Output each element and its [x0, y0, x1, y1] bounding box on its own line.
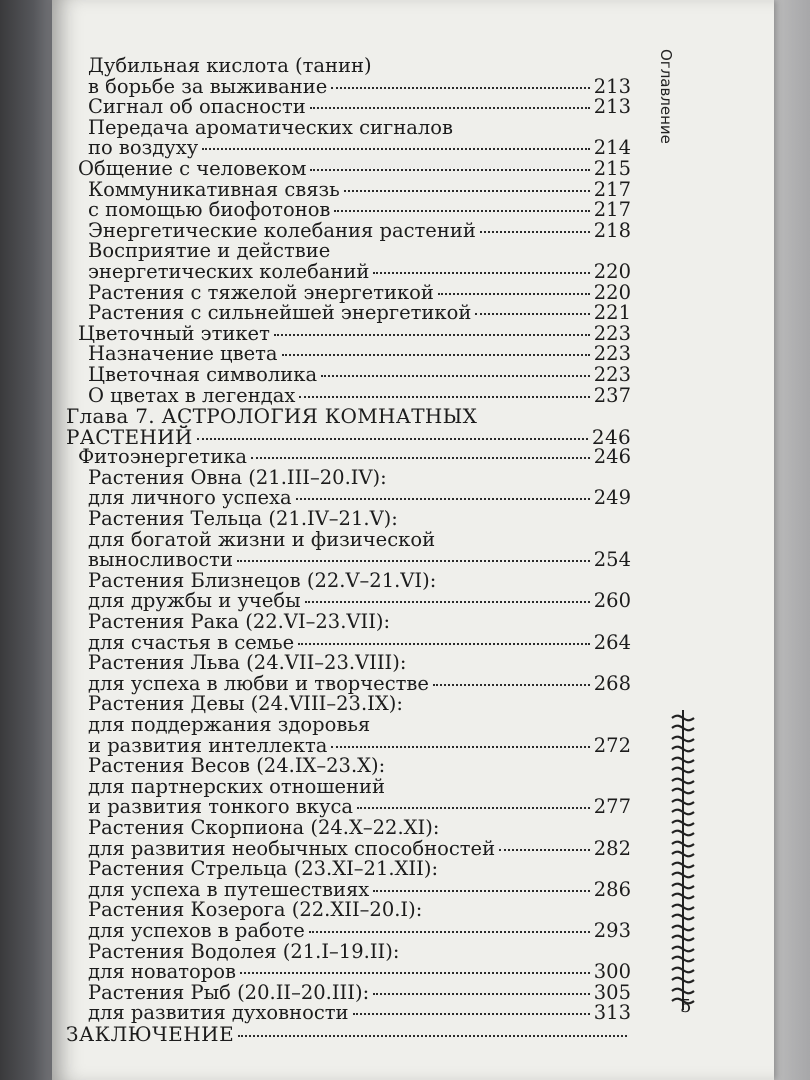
dot-leader — [331, 746, 589, 748]
dot-leader — [240, 972, 590, 974]
toc-page-number: 249 — [593, 486, 631, 510]
dot-leader — [309, 931, 590, 933]
toc-line — [66, 877, 631, 901]
toc-line — [66, 859, 631, 880]
toc-line — [66, 671, 631, 695]
toc-entry-text: Растения с тяжелой энергетикой — [88, 280, 434, 304]
dot-leader — [251, 457, 590, 459]
toc-page-number: 223 — [593, 321, 631, 345]
toc-line — [66, 900, 631, 921]
toc-entry-text: Растения Девы (24.VIII–23.IX): — [88, 692, 403, 716]
toc-entry-text: для успеха в путешествиях — [88, 877, 370, 901]
toc-page-number: 217 — [593, 177, 631, 201]
toc-chapter-line — [66, 424, 631, 449]
toc-entry-text: Растения с сильнейшей энергетикой — [88, 301, 472, 325]
toc-entry-text: Передача ароматических сигналов — [88, 115, 453, 139]
toc-page-number: 293 — [593, 918, 631, 942]
dot-leader — [499, 849, 590, 851]
toc-page-number: 300 — [593, 960, 631, 984]
toc-line — [66, 836, 631, 860]
toc-line — [66, 612, 631, 633]
toc-entry-text: для развития необычных способностей — [88, 836, 496, 860]
toc-entry-text: и развития интеллекта — [88, 733, 328, 757]
toc-line — [66, 156, 631, 180]
toc-entry-text: для успеха в любви и творчестве — [88, 671, 429, 695]
vertical-ornament-icon — [668, 710, 698, 1010]
toc-entry-text: с помощью биофотонов — [88, 198, 331, 222]
toc-page-number: 220 — [593, 280, 631, 304]
toc-line — [66, 918, 631, 942]
dot-leader — [274, 334, 590, 336]
dot-leader — [238, 1035, 627, 1037]
toc-entry-text: Растения Льва (24.VII–23.VIII): — [88, 651, 407, 675]
toc-line — [66, 509, 631, 530]
toc-line — [66, 241, 631, 262]
toc-line — [66, 939, 631, 963]
table-background-left — [0, 0, 60, 1080]
toc-entry-text: Растения Весов (24.IX–23.X): — [88, 754, 386, 778]
toc-page-number: 272 — [593, 733, 631, 757]
toc-page-number: 220 — [593, 259, 631, 283]
dot-leader — [373, 890, 589, 892]
dot-leader — [299, 396, 589, 398]
running-head-label: Оглавление — [657, 49, 675, 144]
toc-entry-text: РАСТЕНИЙ — [66, 424, 193, 449]
toc-entry-text: для развития духовности — [88, 1001, 349, 1025]
toc-entry-text: для богатой жизни и физической — [88, 527, 436, 551]
dot-leader — [282, 354, 590, 356]
toc-entry-text: и развития тонкого вкуса — [88, 795, 353, 819]
toc-entry-text: Растения Овна (21.III–20.IV): — [88, 465, 387, 489]
toc-page-number: 286 — [593, 877, 631, 901]
toc-line — [66, 362, 631, 386]
toc-line — [66, 962, 631, 983]
toc-page-number: 215 — [593, 156, 631, 180]
toc-entry-text: энергетических колебаний — [88, 259, 370, 283]
toc-entry-text: Растения Рака (22.VI–23.VII): — [88, 610, 391, 634]
toc-line — [66, 280, 631, 304]
toc-entry-text: Фитоэнергетика — [78, 445, 248, 469]
toc-page-number: 305 — [593, 980, 631, 1004]
toc-page-number: 217 — [593, 198, 631, 222]
toc-entry-text: Дубильная кислота (танин) — [88, 54, 372, 77]
toc-line — [66, 774, 631, 798]
toc-entry-text: для личного успеха — [88, 486, 292, 510]
toc-entry-text: для успехов в работе — [88, 918, 305, 942]
toc-line — [66, 1003, 631, 1024]
toc-entry-text: Растения Водолея (21.I–19.II): — [88, 939, 400, 963]
dot-leader — [373, 993, 590, 995]
toc-entry-text: Растения Стрельца (23.XI–21.XII): — [88, 857, 439, 881]
dot-leader — [310, 169, 589, 171]
toc-entry-text: Коммуникативная связь — [88, 177, 340, 201]
toc-entry-text: Восприятие и действие — [88, 239, 331, 263]
table-of-contents — [66, 56, 631, 1045]
toc-entry-text: Общение с человеком — [78, 156, 307, 180]
dot-leader — [480, 231, 590, 233]
toc-line — [66, 568, 631, 592]
dot-leader — [296, 498, 590, 500]
toc-entry-text: ЗАКЛЮЧЕНИЕ — [66, 1021, 235, 1046]
toc-page-number: 218 — [593, 218, 631, 242]
toc-line — [66, 259, 631, 283]
toc-line — [66, 488, 631, 509]
toc-line — [66, 56, 631, 77]
toc-line — [66, 733, 631, 757]
toc-line — [66, 591, 631, 612]
toc-page-number: 277 — [593, 795, 631, 819]
toc-line — [66, 980, 631, 1004]
toc-entry-text: Назначение цвета — [88, 342, 278, 366]
toc-line — [66, 74, 631, 98]
dot-leader — [373, 272, 589, 274]
toc-line — [66, 97, 631, 118]
toc-page-number: 213 — [593, 74, 631, 98]
toc-line — [66, 797, 631, 818]
dot-leader — [305, 601, 590, 603]
toc-entry-text: для счастья в семье — [88, 630, 295, 654]
running-head — [646, 49, 682, 190]
toc-line — [66, 344, 631, 365]
toc-page-number: 221 — [593, 301, 631, 325]
toc-entry-text: Цветочная символика — [88, 362, 318, 386]
toc-line — [66, 815, 631, 839]
toc-line — [66, 321, 631, 345]
toc-line — [66, 715, 631, 736]
toc-entry-text: Глава 7. АСТРОЛОГИЯ КОМНАТНЫХ — [66, 404, 478, 429]
toc-entry-text: для партнерских отношений — [88, 774, 386, 798]
toc-page-number: 213 — [593, 95, 631, 119]
toc-entry-text: Растения Близнецов (22.V–21.VI): — [88, 568, 437, 592]
toc-entry-text: О цветах в легендах — [88, 383, 296, 407]
toc-entry-text: выносливости — [88, 548, 233, 572]
toc-page-number: 264 — [593, 630, 631, 654]
toc-line — [66, 177, 631, 201]
toc-page-number: 282 — [593, 836, 631, 860]
toc-entry-text: Энергетические колебания растений — [88, 218, 476, 242]
dot-leader — [433, 684, 590, 686]
dot-leader — [298, 643, 590, 645]
dot-leader — [357, 807, 590, 809]
toc-entry-text: по воздуху — [88, 136, 199, 160]
dot-leader — [331, 87, 590, 89]
toc-line — [66, 303, 631, 324]
toc-line — [66, 527, 631, 551]
toc-page-number: 268 — [593, 671, 631, 695]
toc-page-number: 246 — [591, 424, 631, 449]
toc-entry-text: для новаторов — [88, 960, 236, 984]
toc-line — [66, 550, 631, 571]
toc-page-number: 254 — [593, 548, 631, 572]
toc-line — [66, 218, 631, 242]
dot-leader — [197, 438, 588, 440]
toc-line — [66, 465, 631, 489]
toc-line — [66, 383, 631, 407]
toc-entry-text: Растения Рыб (20.II–20.III): — [88, 980, 370, 1004]
toc-entry-text: Растения Козерога (22.XII–20.I): — [88, 898, 423, 922]
page-number: 5 — [680, 996, 692, 1017]
dot-leader — [334, 210, 589, 212]
toc-entry-text: Растения Скорпиона (24.X–22.XI): — [88, 815, 440, 839]
toc-line — [66, 200, 631, 221]
toc-line — [66, 653, 631, 674]
toc-entry-text: Сигнал об опасности — [88, 95, 306, 119]
toc-page-number: 223 — [593, 342, 631, 366]
toc-page-number: 260 — [593, 589, 631, 613]
toc-page-number: 246 — [593, 445, 631, 469]
toc-entry-text: Растения Тельца (21.IV–21.V): — [88, 507, 398, 531]
toc-conclusion-line — [66, 1021, 631, 1046]
dot-leader — [321, 375, 590, 377]
toc-line — [66, 694, 631, 715]
toc-line — [66, 447, 631, 468]
dot-leader — [310, 107, 590, 109]
toc-page-number: 223 — [593, 362, 631, 386]
table-background-right — [770, 0, 810, 1080]
toc-chapter-line — [66, 406, 631, 427]
toc-line — [66, 138, 631, 159]
dot-leader — [202, 148, 590, 150]
toc-line — [66, 756, 631, 777]
toc-page-number: 214 — [593, 136, 631, 160]
toc-line — [66, 630, 631, 654]
dot-leader — [353, 1013, 590, 1015]
dot-leader — [344, 190, 590, 192]
dot-leader — [438, 293, 590, 295]
toc-page-number: 313 — [593, 1001, 631, 1025]
toc-entry-text: для поддержания здоровья — [88, 713, 371, 736]
toc-entry-text: Цветочный этикет — [78, 321, 270, 345]
toc-entry-text: в борьбе за выживание — [88, 74, 328, 98]
toc-line — [66, 115, 631, 139]
toc-page-number: 237 — [593, 383, 631, 407]
dot-leader — [237, 560, 590, 562]
dot-leader — [475, 313, 589, 315]
toc-entry-text: для дружбы и учебы — [88, 589, 301, 613]
